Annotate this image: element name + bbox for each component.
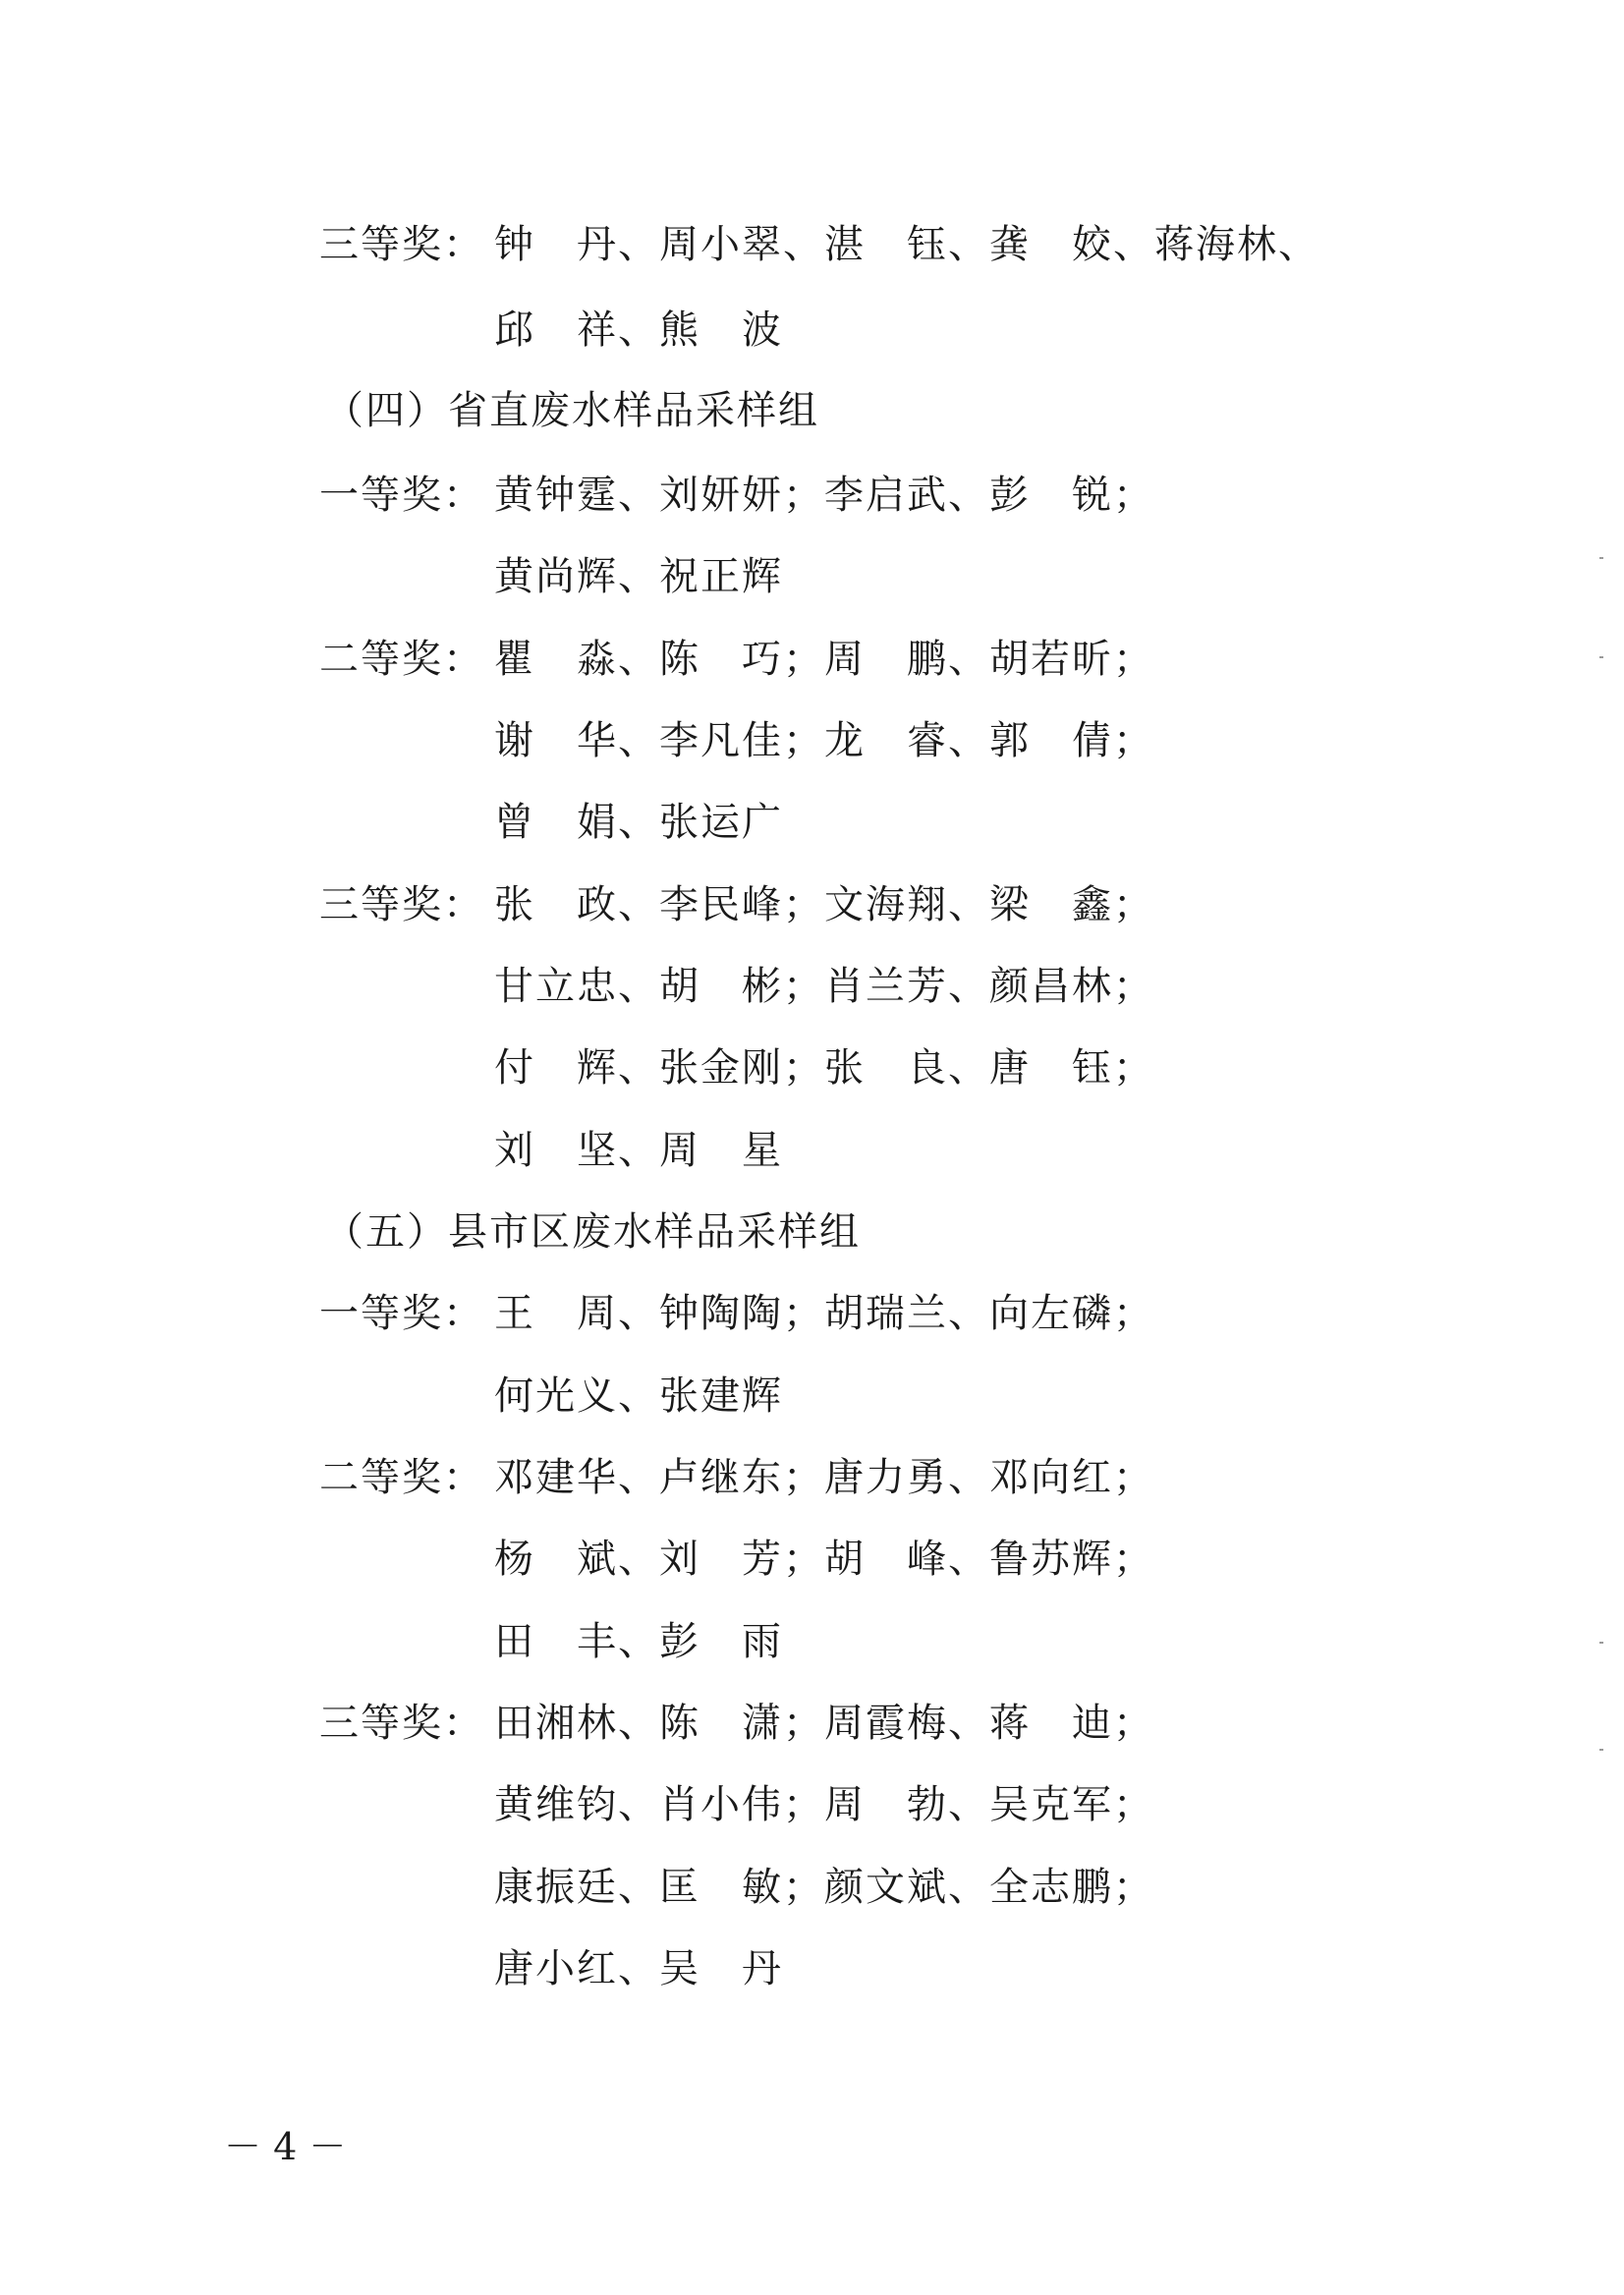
section-heading: （五）县市区废水样品采样组 — [324, 1209, 861, 1255]
prize-names-line: 谢 华、李凡佳；龙 睿、郭 倩； — [494, 718, 1154, 763]
scan-mark — [1599, 1642, 1603, 1644]
prize-label: 二等奖： — [319, 1455, 484, 1500]
scan-mark — [1599, 1749, 1603, 1751]
scan-mark — [1599, 656, 1603, 658]
prize-label: 二等奖： — [319, 637, 484, 682]
section-heading: （四）省直废水样品采样组 — [324, 388, 819, 433]
scan-mark — [1599, 557, 1603, 559]
prize-names-line: 田湘林、陈 潇；周霞梅、蒋 迪； — [494, 1701, 1154, 1746]
prize-label: 一等奖： — [319, 1291, 484, 1336]
prize-label: 三等奖： — [319, 1701, 484, 1746]
prize-names-line: 甘立忠、胡 彬；肖兰芳、颜昌林； — [494, 964, 1154, 1009]
prize-names-line: 曾 娟、张运广 — [494, 800, 783, 845]
prize-names-line: 黄维钧、肖小伟；周 勃、吴克军； — [494, 1782, 1154, 1827]
prize-names-line: 田 丰、彭 雨 — [494, 1619, 783, 1664]
prize-names-line: 唐小红、吴 丹 — [494, 1946, 783, 1991]
prize-names-line: 杨 斌、刘 芳；胡 峰、鲁苏辉； — [494, 1537, 1154, 1582]
prize-names-line: 邱 祥、熊 波 — [494, 308, 783, 353]
prize-names-line: 何光义、张建辉 — [494, 1373, 783, 1419]
prize-names-line: 黄钟霆、刘妍妍；李启武、彭 锐； — [494, 473, 1154, 518]
prize-names-line: 张 政、李民峰；文海翔、梁 鑫； — [494, 882, 1154, 927]
page-number: － 4 － — [224, 2125, 347, 2168]
prize-names-line: 邓建华、卢继东；唐力勇、邓向红； — [494, 1455, 1154, 1500]
prize-names-line: 黄尚辉、祝正辉 — [494, 554, 783, 599]
prize-names-line: 王 周、钟陶陶；胡瑞兰、向左磷； — [494, 1291, 1154, 1336]
prize-label: 一等奖： — [319, 473, 484, 518]
prize-names-line: 瞿 淼、陈 巧；周 鹏、胡若昕； — [494, 637, 1154, 682]
prize-names-line: 康振廷、匡 敏；颜文斌、全志鹏； — [494, 1865, 1154, 1910]
prize-names-line: 钟 丹、周小翠、湛 钰、龚 姣、蒋海林、 — [494, 222, 1319, 267]
prize-label: 三等奖： — [319, 222, 484, 267]
prize-names-line: 刘 坚、周 星 — [494, 1128, 783, 1173]
prize-label: 三等奖： — [319, 882, 484, 927]
prize-names-line: 付 辉、张金刚；张 良、唐 钰； — [494, 1045, 1154, 1091]
